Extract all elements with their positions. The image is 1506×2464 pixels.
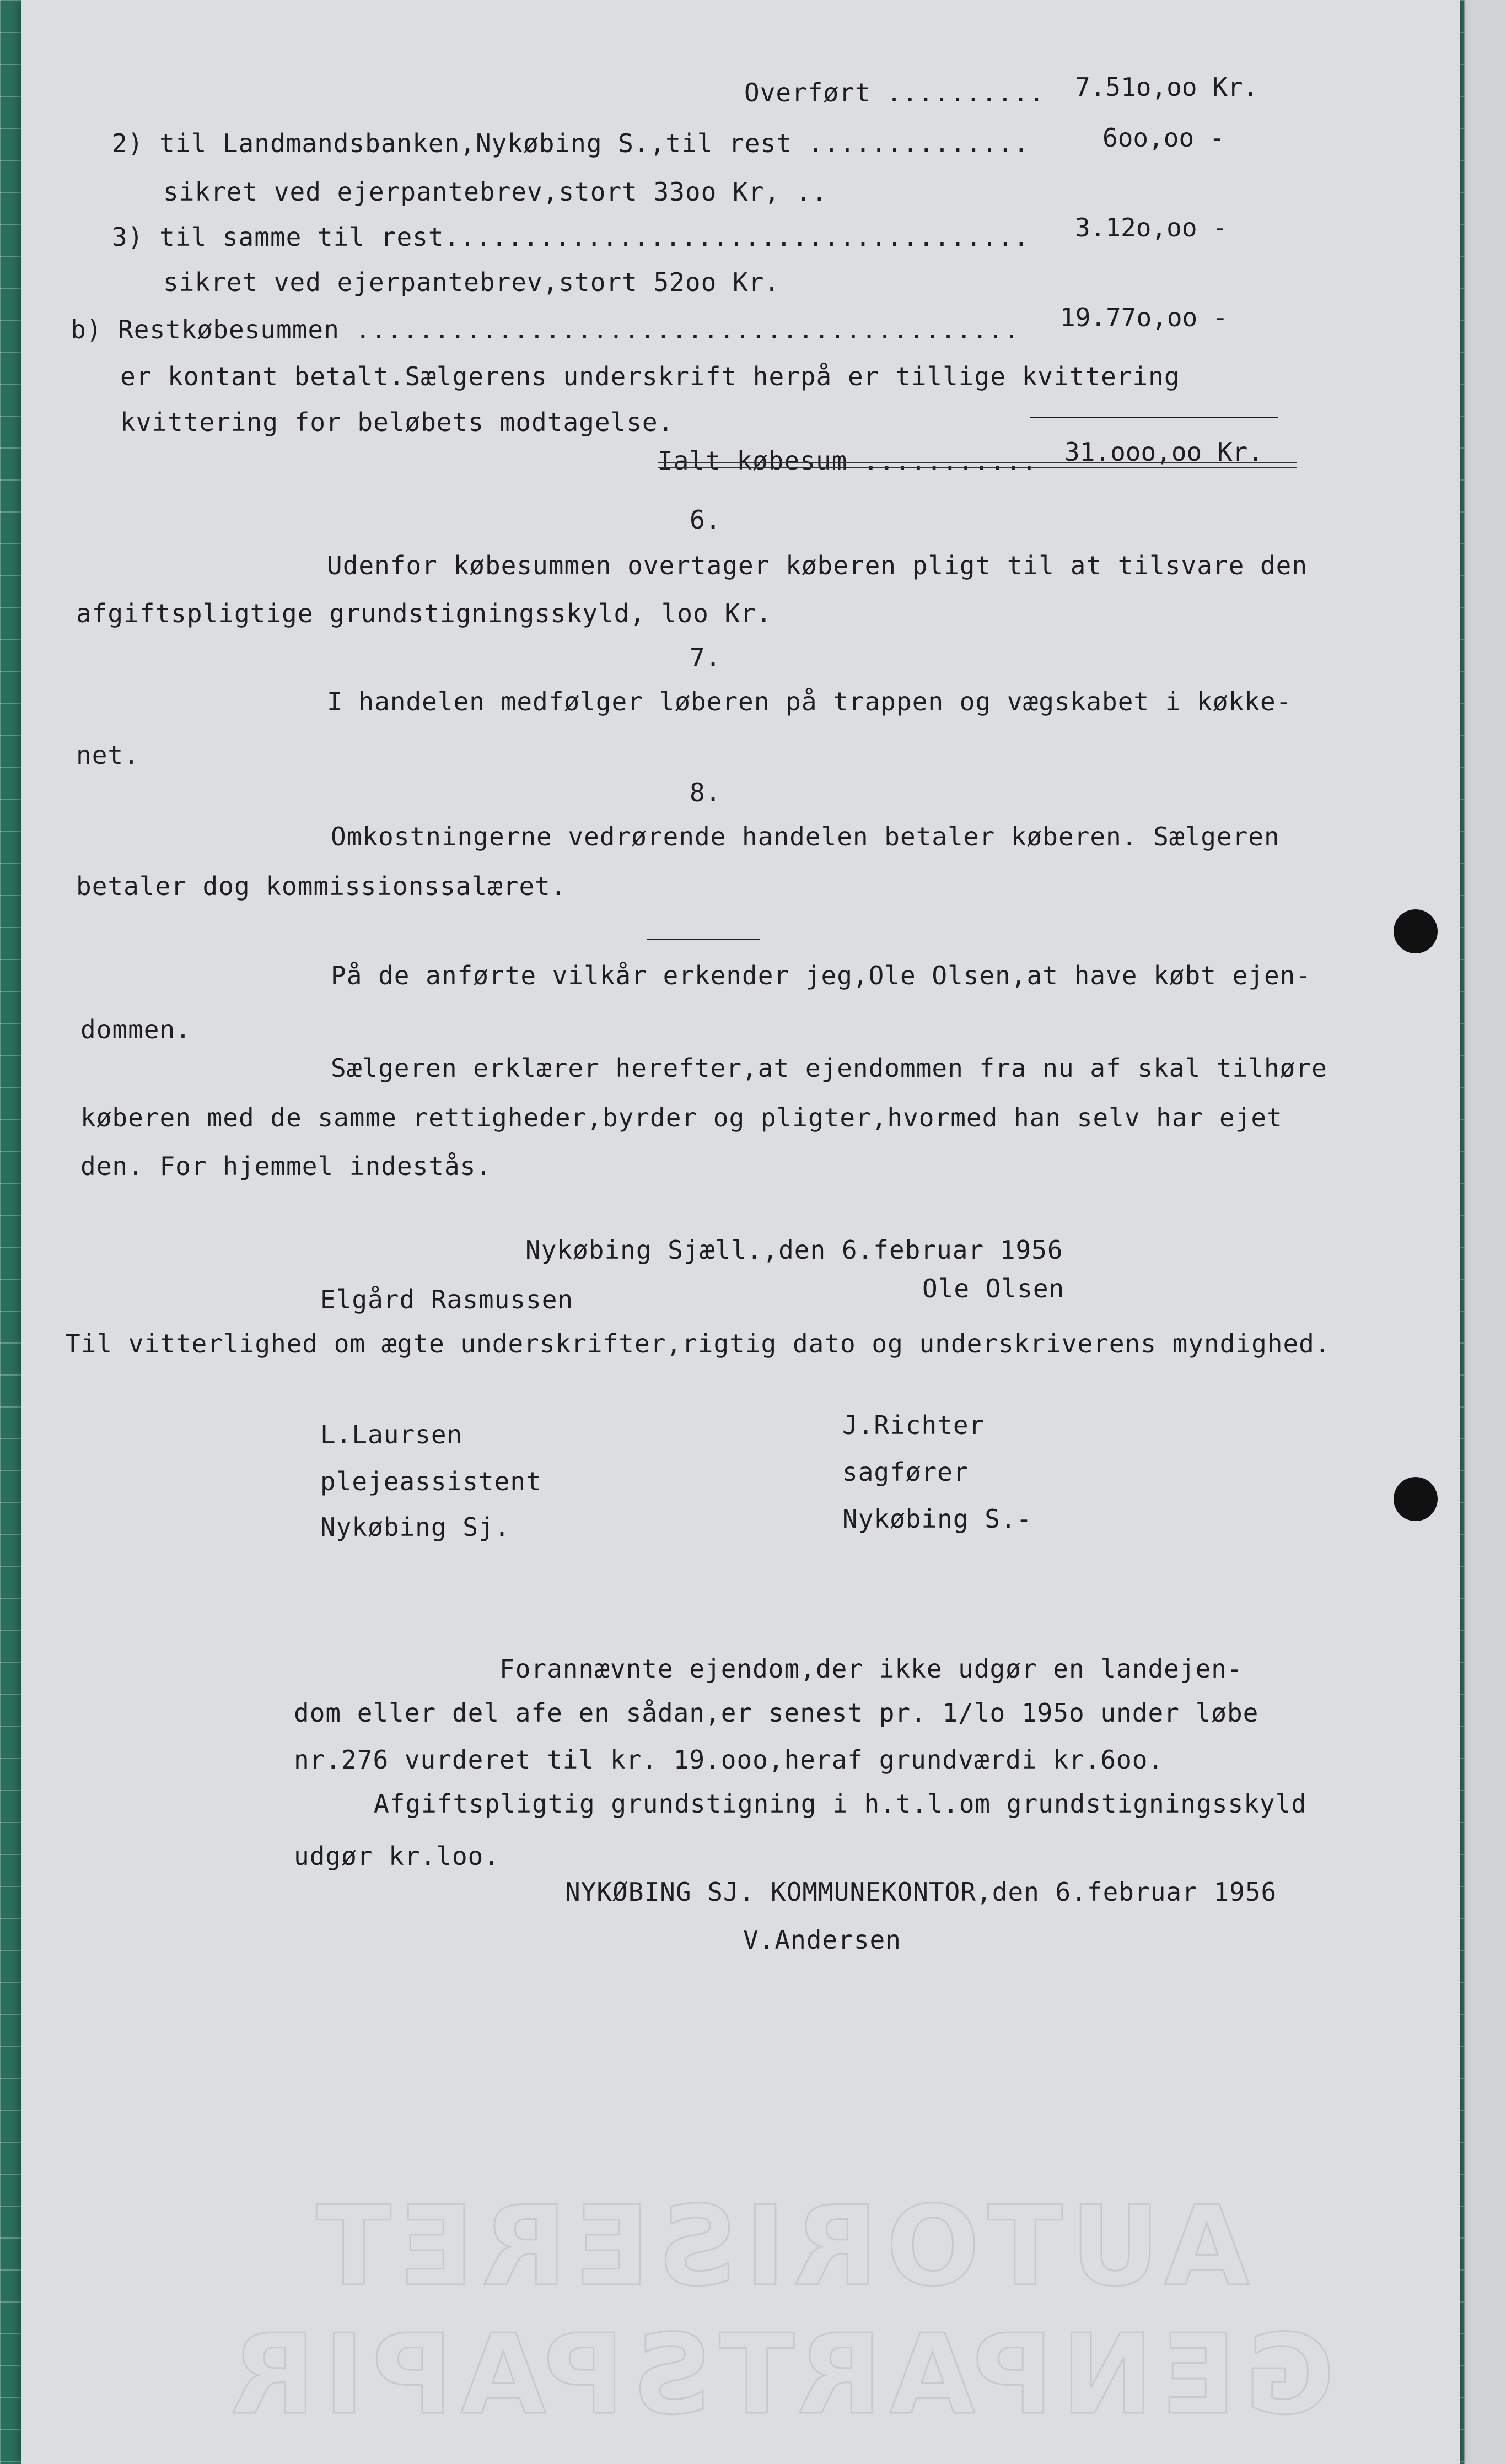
declaration-text-1: Sælgeren erklærer herefter,at ejendommen fra nu af skal tilhøre: [331, 1053, 1327, 1083]
item-2-amount: 6oo,oo -: [1102, 123, 1225, 153]
section-8-text-1: Omkostningerne vedrørende handelen betaler køberen. Sælgeren: [331, 822, 1280, 851]
witness-1-name: L.Laursen: [320, 1420, 463, 1449]
punch-hole-top: [1394, 909, 1438, 953]
section-divider: [647, 939, 760, 940]
municipal-text-3: nr.276 vurderet til kr. 19.ooo,heraf grundværdi kr.6oo.: [294, 1745, 1164, 1775]
section-8-text-2: betaler dog kommissionssalæret.: [76, 871, 567, 901]
item-3-amount: 3.12o,oo -: [1075, 213, 1228, 242]
buyer-name: Ole Olsen: [922, 1274, 1065, 1303]
item-2-subline: sikret ved ejerpantebrev,stort 33oo Kr, ..: [163, 177, 828, 207]
municipal-text-4: Afgiftspligtig grundstigning i h.t.l.om grundstigningsskyld: [374, 1789, 1307, 1819]
section-7-text-1: I handelen medfølger løberen på trappen og vægskabet i køkke-: [327, 687, 1292, 716]
next-page-edge: [1464, 0, 1506, 2464]
carried-over-label: Overført ..........: [744, 78, 1045, 107]
sum-rule: [1030, 417, 1278, 418]
witness-1-place: Nykøbing Sj.: [320, 1512, 510, 1542]
municipal-text-2: dom eller del afe en sådan,er senest pr. 1/lo 195o under løbe: [294, 1698, 1259, 1728]
section-6-number: 6.: [690, 505, 722, 535]
section-8-number: 8.: [690, 778, 722, 807]
total-label: Ialt købesum ...........: [658, 446, 1037, 476]
carried-over-amount: 7.51o,oo Kr.: [1075, 72, 1258, 102]
kvittering-line: kvittering for beløbets modtagelse.: [120, 407, 674, 437]
item-2-line: 2) til Landmandsbanken,Nykøbing S.,til rest ..............: [112, 128, 1030, 158]
section-7-number: 7.: [690, 643, 722, 672]
municipal-officer-name: V.Andersen: [743, 1925, 901, 1955]
municipal-office-signature-line: NYKØBING SJ. KOMMUNEKONTOR,den 6.februar 1956: [565, 1877, 1277, 1907]
item-b-amount: 19.77o,oo -: [1060, 303, 1228, 332]
section-7-text-2: net.: [76, 740, 139, 770]
witness-2-title: sagfører: [842, 1457, 969, 1487]
item-3-subline: sikret ved ejerpantebrev,stort 52oo Kr.: [163, 267, 781, 297]
watermark-text: AUTORISERET GENPARTSPAPIR: [223, 2182, 1335, 2439]
section-6-text-2: afgiftspligtige grundstigningsskyld, loo Kr.: [76, 599, 772, 628]
kontant-line: er kontant betalt.Sælgerens underskrift herpå er tillige kvittering: [120, 362, 1180, 391]
witness-2-place: Nykøbing S.-: [842, 1504, 1032, 1534]
total-amount: 31.ooo,oo Kr.: [1064, 437, 1263, 467]
seller-name: Elgård Rasmussen: [320, 1285, 574, 1314]
declaration-text-2: køberen med de samme rettigheder,byrder og pligter,hvormed han selv har ejet: [80, 1103, 1283, 1133]
witness-2-name: J.Richter: [842, 1410, 985, 1440]
witness-intro: Til vitterlighed om ægte underskrifter,rigtig dato og underskriverens myndighed.: [65, 1329, 1331, 1358]
municipal-text-1: Forannævnte ejendom,der ikke udgør en landejen-: [499, 1654, 1243, 1684]
punch-hole-bottom: [1394, 1477, 1438, 1521]
acknowledgement-text-2: dommen.: [80, 1015, 191, 1044]
item-3-line: 3) til samme til rest.....................................: [112, 222, 1030, 252]
place-and-date: Nykøbing Sjæll.,den 6.februar 1956: [525, 1235, 1063, 1265]
acknowledgement-text-1: På de anførte vilkår erkender jeg,Ole Olsen,at have købt ejen-: [331, 961, 1312, 990]
item-b-line: b) Restkøbesummen ..........................................: [71, 315, 1020, 344]
total-double-underline: [658, 462, 1297, 468]
witness-1-title: plejeassistent: [320, 1466, 542, 1496]
section-6-text-1: Udenfor købesummen overtager køberen pligt til at tilsvare den: [327, 551, 1308, 580]
declaration-text-3: den. For hjemmel indestås.: [80, 1151, 492, 1181]
document-page: [21, 0, 1460, 2464]
municipal-text-5: udgør kr.loo.: [294, 1841, 500, 1871]
